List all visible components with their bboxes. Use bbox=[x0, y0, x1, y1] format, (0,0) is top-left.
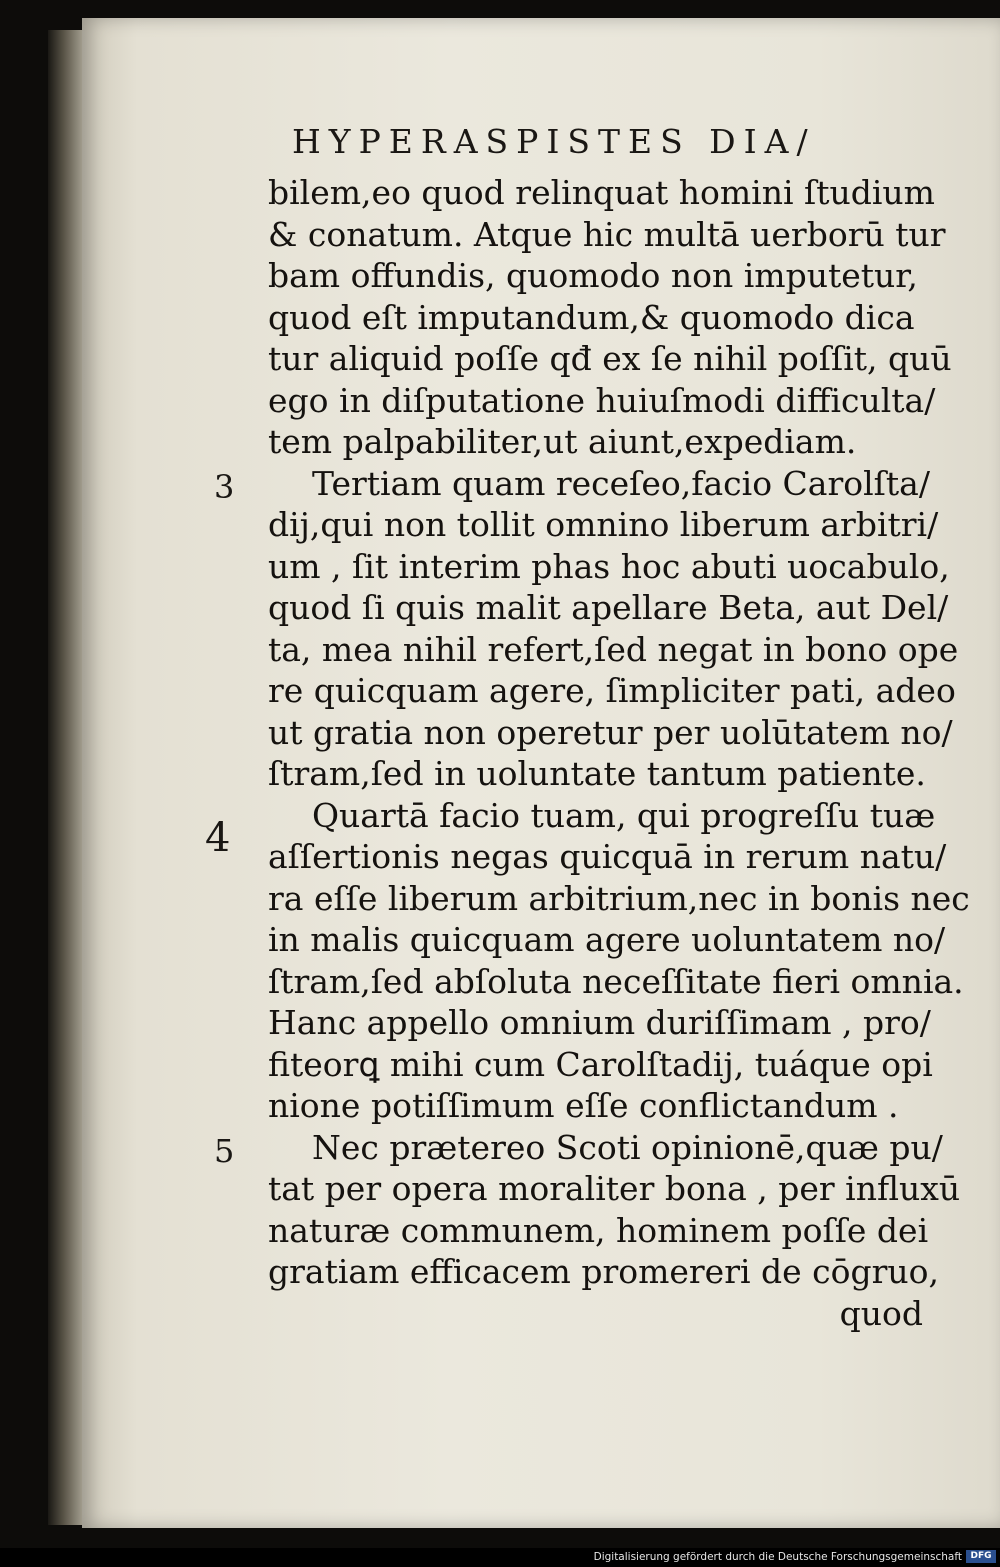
text-line: bam offundis, quomodo non imputetur, bbox=[268, 256, 918, 295]
text-line: ut gratia non operetur per uolūtatem no/ bbox=[268, 712, 953, 752]
text-line: in malis quicquam agere uoluntatem no/ bbox=[268, 920, 946, 959]
text-line: nione potiſſimum eſſe conflictandum . bbox=[268, 1086, 899, 1125]
text-line: quod ſi quis malit apellare Beta, aut Del/ bbox=[268, 588, 949, 627]
text-line: & conatum. Atque hic multā uerborū tur bbox=[268, 214, 946, 254]
text-line: fiteorꝗ mihi cum Carolſtadij, tuáque opi bbox=[268, 1044, 933, 1084]
text-line: dij,qui non tollit omnino liberum arbitri/ bbox=[268, 505, 939, 544]
paragraph-start-line: Nec prætereo Scoti opinionē,quæ pu/ bbox=[312, 1127, 943, 1167]
text-line: ta, mea nihil refert,ſed negat in bono ope bbox=[268, 629, 959, 669]
text-line: bilem,eo quod relinquat homini ſtudium bbox=[268, 173, 935, 212]
catchword: quod bbox=[839, 1293, 923, 1333]
marginal-number: 3 bbox=[214, 468, 235, 506]
text-line: ra eſſe liberum arbitrium,nec in bonis nec bbox=[268, 878, 970, 918]
marginal-number: 4 bbox=[205, 815, 231, 861]
text-line: ego in diſputatione huiuſmodi difficulta/ bbox=[268, 380, 936, 420]
paragraph-start-line: Quartā facio tuam, qui progreſſu tuæ bbox=[312, 795, 936, 835]
text-line: naturæ communem, hominem poſſe dei bbox=[268, 1210, 929, 1250]
funding-credit: Digitalisierung gefördert durch die Deutsche Forschungsgemeinschaft bbox=[593, 1551, 962, 1563]
text-line: um , ſit interim phas hoc abuti uocabulo, bbox=[268, 546, 950, 586]
body-text bbox=[268, 172, 970, 1334]
text-line: ſtram,ſed in uoluntate tantum patiente. bbox=[268, 754, 926, 793]
text-line: tat per opera moraliter bona , per influxū bbox=[268, 1169, 961, 1208]
text-line: quod eſt imputandum,& quomodo dica bbox=[268, 297, 915, 337]
text-line: aſſertionis negas quicquā in rerum natu/ bbox=[268, 837, 947, 876]
dfg-logo: DFG bbox=[966, 1550, 996, 1563]
text-line: tur aliquid poſſe qđ ex ſe nihil poſſit, quū bbox=[268, 339, 952, 378]
text-line: ſtram,ſed abſoluta neceſſitate fieri omnia. bbox=[268, 961, 964, 1001]
text-line: Hanc appello omnium duriſſimam , pro/ bbox=[268, 1003, 931, 1042]
text-line: tem palpabiliter,ut aiunt,expediam. bbox=[268, 422, 857, 461]
marginal-number: 5 bbox=[214, 1132, 235, 1170]
running-head: HYPERASPISTES DIA/ bbox=[292, 122, 816, 161]
text-line: re quicquam agere, ſimpliciter pati, adeo bbox=[268, 671, 956, 710]
paragraph-start-line: Tertiam quam receſeo,facio Carolſta/ bbox=[312, 463, 930, 503]
text-line: gratiam efficacem promereri de cōgruo, bbox=[268, 1252, 940, 1291]
